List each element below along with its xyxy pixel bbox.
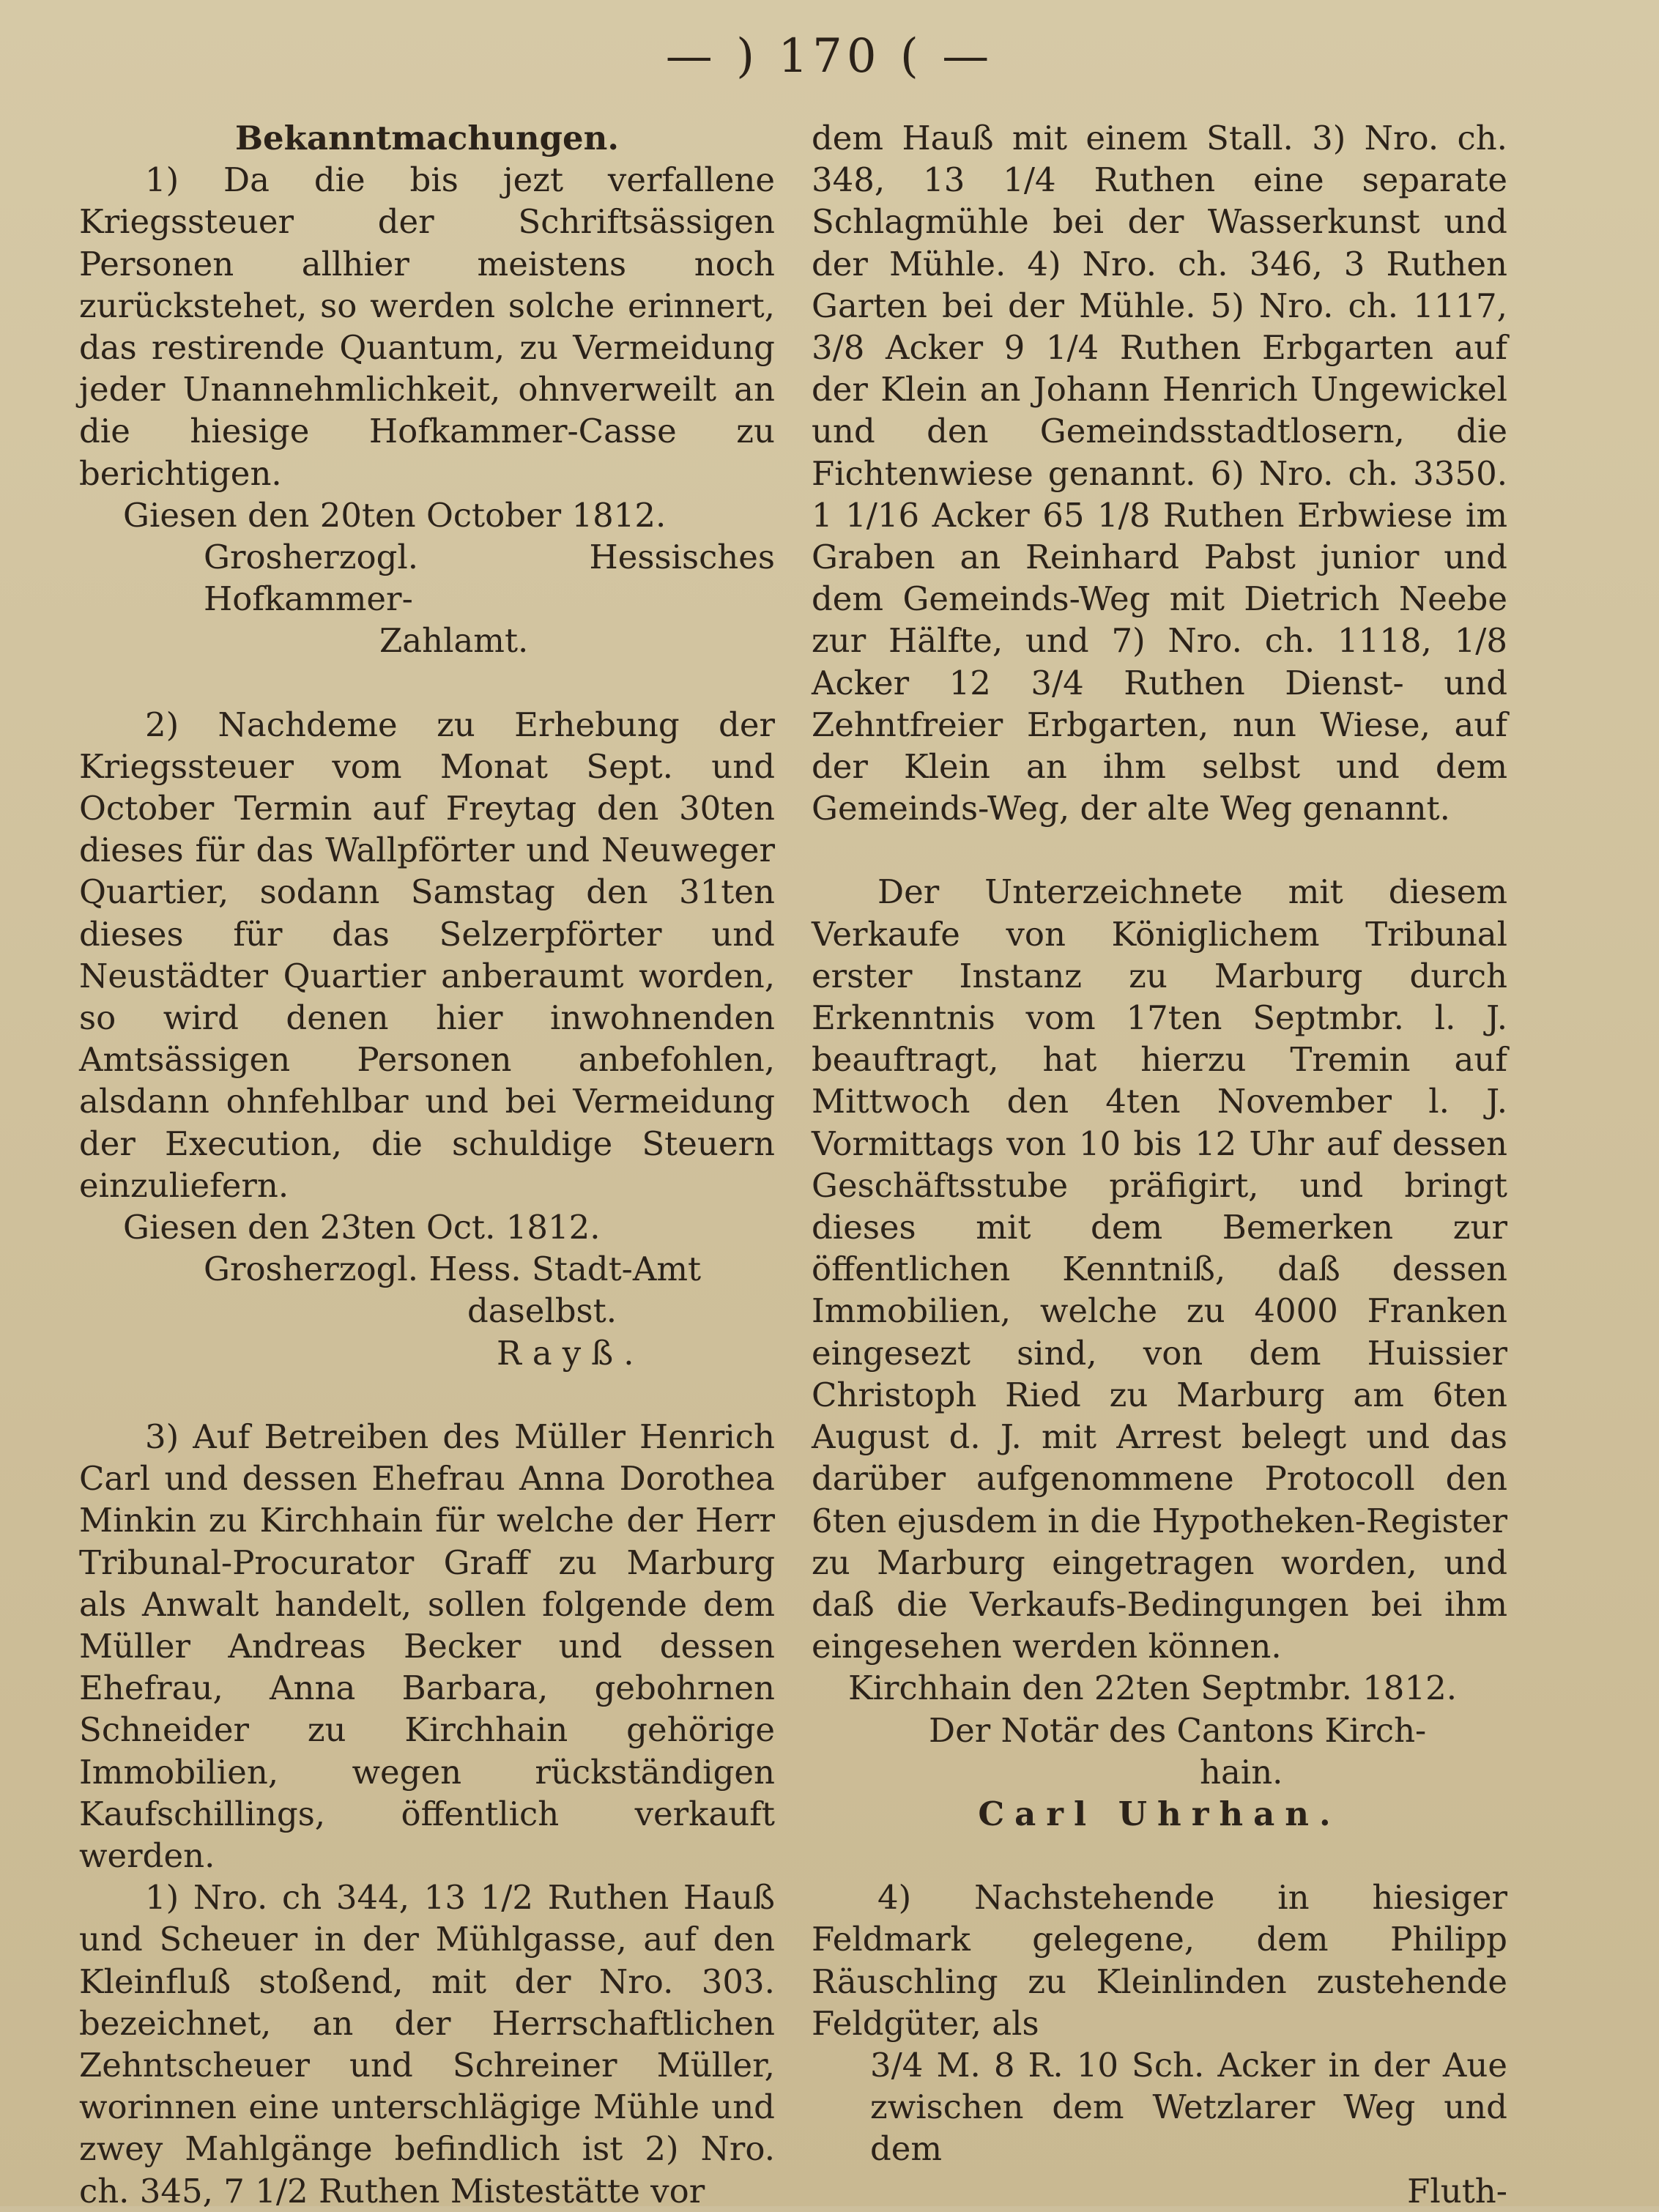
- catchword: Fluth-: [1407, 2171, 1507, 2211]
- notice-2-date: Giesen den 23ten Oct. 1812.: [123, 1208, 601, 1247]
- notice-3-notary-text: Der Unterzeichnete mit diesem Verkaufe von Königlichem Tribunal erster Instanz zu Marburg durch Erkenntnis vom 17ten Septmbr. l. J. beauftragt, hat hierzu Tremin auf Mittwoch den 4ten November l. J. Vormittags von 10 bis 12 Uhr auf dessen Geschäftsstube präfigirt, und bringt dieses mit dem Bemerken zur öffentlichen Kenntniß, daß dessen Immobilien, welche zu 4000 Franken eingesezt sind, von dem Huissier Christoph Ried zu Marburg am 6ten August d. J. mit Arrest belegt und das darüber aufgenommene Protocoll den 6ten ejusdem in die Hypotheken-Register zu Marburg eingetragen worden, und daß die Verkaufs-Bedingungen bei ihm eingesehen werden können.: [812, 872, 1507, 1666]
- notice-4-item: 3/4 M. 8 R. 10 Sch. Acker in der Aue zwischen dem Wetzlarer Weg und dem: [870, 2045, 1507, 2169]
- notice-3-date: Kirchhain den 22ten Septmbr. 1812.: [848, 1669, 1458, 1708]
- notice-2: [79, 704, 775, 1374]
- notice-2-body: 2) Nachdeme zu Erhebung der Kriegssteuer vom Monat Sept. und October Termin auf Freytag den 30ten dieses für das Wallpförter und Neuweger Quartier, sodann Samstag den 31ten dieses für das Selzerpförter und Neustädter Quartier anberaumt worden, so wird denen hier inwohnenden Amtsässigen Personen anbefohlen, alsdann ohnfehlbar und bei Vermeidung der Execution, die schuldige Steuern einzuliefern.: [79, 705, 775, 1205]
- notice-3: [79, 1416, 775, 2212]
- notice-1-body: 1) Da die bis jezt verfallene Kriegssteuer der Schriftsässigen Personen allhier meistens noch zurückstehet, so werden solche erinnert, das restirende Quantum, zu Vermeidung jeder Unannehmlichkeit, ohnverweilt an die hiesige Hofkammer-Casse zu berichtigen.: [79, 160, 775, 493]
- notice-3-continuation: dem Hauß mit einem Stall. 3) Nro. ch. 348, 13 1/4 Ruthen eine separate Schlagmühle bei der Wasserkunst und der Mühle. 4) Nro. ch. 346, 3 Ruthen Garten bei der Mühle. 5) Nro. ch. 1117, 3/8 Acker 9 1/4 Ruthen Erbgarten auf der Klein an Johann Henrich Ungewickel und den Gemeindsstadtlosern, die Fichtenwiese genannt. 6) Nro. ch. 3350. 1 1/16 Acker 65 1/8 Ruthen Erbwiese im Graben an Reinhard Pabst junior und dem Gemeinds-Weg mit Dietrich Neebe zur Hälfte, und 7) Nro. ch. 1118, 1/8 Acker 12 3/4 Ruthen Dienst- und Zehntfreier Erbgarten, nun Wiese, auf der Klein an ihm selbst und dem Gemeinds-Weg, der alte Weg genannt.: [812, 119, 1507, 828]
- notice-1-signature-cont: Zahlamt.: [379, 621, 529, 661]
- notice-3-notary-title: Der Notär des Cantons Kirch-: [929, 1710, 1427, 1750]
- notice-1-signature: Grosherzogl. Hessisches Hofkammer-: [204, 538, 775, 619]
- page-number: — ) 170 ( —: [665, 29, 994, 83]
- right-column: [812, 117, 1507, 2212]
- notice-2-signature: Grosherzogl. Hess. Stadt-Amt: [204, 1250, 702, 1289]
- notice-2-signature-cont: daselbst.: [467, 1291, 617, 1331]
- left-column: [79, 117, 775, 2212]
- notice-2-signer: Rayß.: [497, 1333, 645, 1373]
- notice-4-body: 4) Nachstehende in hiesiger Feldmark gelegene, dem Philipp Räuschling zu Kleinlinden zustehende Feldgüter, als: [812, 1878, 1507, 2043]
- section-heading: Bekanntmachungen.: [234, 119, 620, 157]
- notice-1-date: Giesen den 20ten October 1812.: [123, 495, 667, 535]
- notice-3-notary-name: Carl Uhrhan.: [978, 1794, 1341, 1833]
- notice-3-items: 1) Nro. ch 344, 13 1/2 Ruthen Hauß und Scheuer in der Mühlgasse, auf den Kleinfluß stoßend, mit der Nro. 303. bezeichnet, an der Herrschaftlichen Zehntscheuer und Schreiner Müller, worinnen eine unterschlägige Mühle und zwey Mahlgänge befindlich ist 2) Nro. ch. 345, 7 1/2 Ruthen Mistestätte vor: [79, 1878, 775, 2211]
- notice-3-notary-title-cont: hain.: [1200, 1752, 1283, 1792]
- notice-3-body: 3) Auf Betreiben des Müller Henrich Carl und dessen Ehefrau Anna Dorothea Minkin zu Kirchhain für welche der Herr Tribunal-Procurator Graff zu Marburg als Anwalt handelt, sollen folgende dem Müller Andreas Becker und dessen Ehefrau, Anna Barbara, gebohrnen Schneider zu Kirchhain gehörige Immobilien, wegen rückständigen Kaufschillings, öffentlich verkauft werden.: [79, 1417, 775, 1875]
- notice-1: [79, 159, 775, 661]
